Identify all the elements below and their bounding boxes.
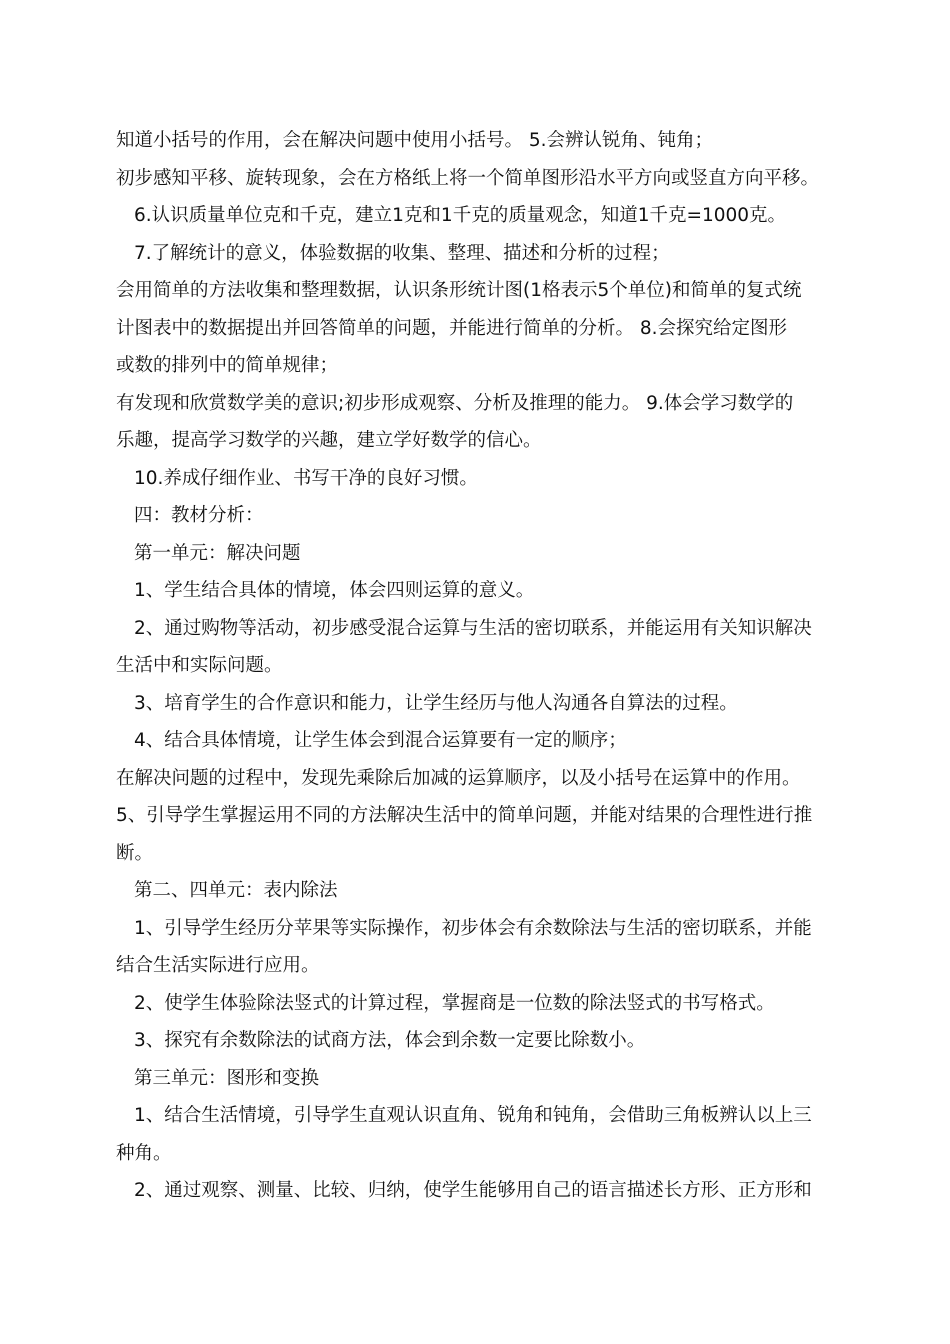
text-line: 2、使学生体验除法竖式的计算过程，掌握商是一位数的除法竖式的书写格式。 bbox=[134, 992, 775, 1014]
text-line: 7.了解统计的意义，体验数据的收集、整理、描述和分析的过程； bbox=[134, 242, 670, 264]
text-line: 6.认识质量单位克和千克，建立1克和1千克的质量观念，知道1千克=1000克。 bbox=[134, 205, 787, 226]
text-line: 2、通过观察、测量、比较、归纳，使学生能够用自己的语言描述长方形、正方形和 bbox=[134, 1180, 812, 1201]
text-line: 1、引导学生经历分苹果等实际操作，初步体会有余数除法与生活的密切联系，并能 bbox=[134, 917, 812, 939]
text-line: 3、培育学生的合作意识和能力，让学生经历与他人沟通各自算法的过程。 bbox=[134, 692, 738, 714]
text-line: 有发现和欣赏数学美的意识;初步形成观察、分析及推理的能力。 9.体会学习数学的 bbox=[116, 392, 794, 414]
text-line: 10.养成仔细作业、书写干净的良好习惯。 bbox=[134, 467, 478, 489]
text-line: 4、结合具体情境，让学生体会到混合运算要有一定的顺序； bbox=[134, 730, 627, 751]
text-line: 5、引导学生掌握运用不同的方法解决生活中的简单问题，并能对结果的合理性进行推 bbox=[116, 805, 813, 826]
text-line: 生活中和实际问题。 bbox=[116, 655, 283, 676]
text-line: 种角。 bbox=[116, 1142, 172, 1164]
text-line: 第二、四单元：表内除法 bbox=[134, 880, 338, 901]
text-line: 知道小括号的作用，会在解决问题中使用小括号。 5.会辨认锐角、钝角； bbox=[116, 130, 714, 151]
text-line: 2、通过购物等活动，初步感受混合运算与生活的密切联系，并能运用有关知识解决 bbox=[134, 617, 812, 639]
text-line: 四：教材分析： bbox=[134, 505, 264, 526]
text-line: 第一单元：解决问题 bbox=[134, 542, 301, 564]
text-line: 第三单元：图形和变换 bbox=[134, 1067, 320, 1089]
text-line: 断。 bbox=[116, 842, 154, 864]
text-line: 或数的排列中的简单规律； bbox=[116, 355, 339, 376]
text-line: 计图表中的数据提出并回答简单的问题，并能进行简单的分析。 8.会探究给定图形 bbox=[116, 317, 788, 339]
text-line: 乐趣，提高学习数学的兴趣，建立学好数学的信心。 bbox=[116, 430, 542, 451]
text-line: 1、结合生活情境，引导学生直观认识直角、锐角和钝角，会借助三角板辨认以上三 bbox=[134, 1105, 812, 1126]
text-line: 在解决问题的过程中，发现先乘除后加减的运算顺序，以及小括号在运算中的作用。 bbox=[116, 767, 801, 789]
document-body bbox=[116, 122, 838, 1210]
text-line: 初步感知平移、旋转现象，会在方格纸上将一个简单图形沿水平方向或竖直方向平移。 bbox=[116, 167, 820, 189]
text-line: 3、探究有余数除法的试商方法，体会到余数一定要比除数小。 bbox=[134, 1030, 646, 1051]
text-line: 结合生活实际进行应用。 bbox=[116, 955, 320, 976]
text-line: 1、学生结合具体的情境，体会四则运算的意义。 bbox=[134, 580, 535, 601]
text-line: 会用简单的方法收集和整理数据，认识条形统计图(1格表示5个单位)和简单的复式统 bbox=[116, 280, 802, 301]
